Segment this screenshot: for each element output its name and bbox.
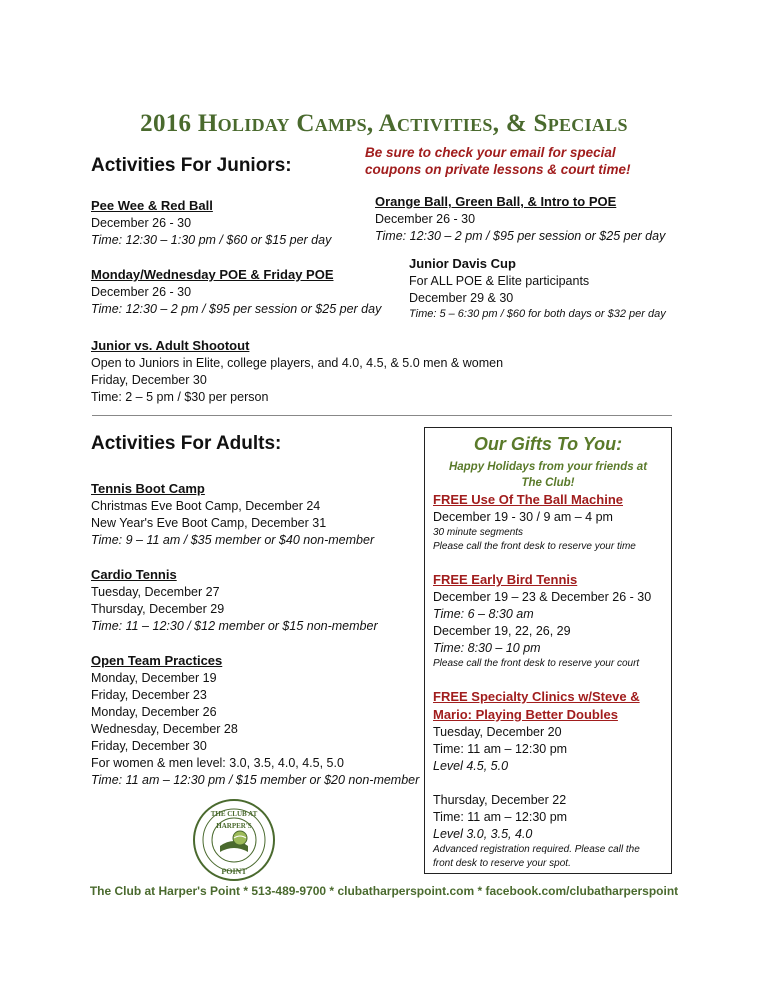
event-time: Time: 11 am – 12:30 pm / $15 member or $20 non-member: [91, 773, 420, 787]
event-dates: Friday, December 23: [91, 688, 207, 702]
event-open-team-practices: [91, 652, 419, 789]
event-dates: Christmas Eve Boot Camp, December 24: [91, 499, 321, 513]
event-dates: Monday, December 19: [91, 671, 217, 685]
gift-note: 30 minute segments: [433, 527, 524, 538]
adults-heading: Activities For Adults:: [91, 433, 282, 454]
event-time: Time: 2 – 5 pm / $30 per person: [91, 390, 269, 404]
gift-dates: December 19 – 23 & December 26 - 30: [433, 590, 652, 604]
gift-time: Time: 6 – 8:30 am: [433, 607, 534, 621]
event-time: Time: 12:30 – 2 pm / $95 per session or $25 per day: [91, 302, 382, 316]
juniors-heading: Activities For Juniors:: [91, 155, 292, 176]
gift-note: Please call the front desk to reserve your time: [433, 541, 636, 552]
event-dates: Thursday, December 29: [91, 602, 225, 616]
event-dates: December 29 & 30: [409, 291, 514, 305]
event-time: Time: 12:30 – 1:30 pm / $60 or $15 per day: [91, 233, 332, 247]
gift-title: FREE Use Of The Ball Machine: [433, 492, 623, 507]
event-title: Orange Ball, Green Ball, & Intro to POE: [375, 194, 617, 209]
gift-early-bird: [433, 571, 651, 671]
event-time: Time: 12:30 – 2 pm / $95 per session or $25 per day: [375, 229, 666, 243]
event-boot-camp: [91, 480, 374, 549]
gifts-heading: Our Gifts To You:: [473, 434, 623, 454]
gift-note: front desk to reserve your spot.: [433, 858, 571, 869]
gift-time: Time: 8:30 – 10 pm: [433, 641, 541, 655]
gift-title: Mario: Playing Better Doubles: [433, 707, 618, 722]
gift-time: Time: 11 am – 12:30 pm: [433, 742, 568, 756]
event-time: Time: 11 – 12:30 / $12 member or $15 non-member: [91, 619, 378, 633]
event-dates: Friday, December 30: [91, 739, 207, 753]
spacer: [433, 775, 640, 792]
event-title: Junior vs. Adult Shootout: [91, 338, 250, 353]
gift-note: Please call the front desk to reserve your court: [433, 658, 640, 669]
event-dates: December 26 - 30: [91, 216, 192, 230]
event-desc: Open to Juniors in Elite, college players, and 4.0, 4.5, & 5.0 men & women: [91, 356, 504, 370]
coupon-notice: [365, 144, 631, 178]
gifts-subheading: [424, 459, 672, 491]
event-junior-davis-cup: [409, 255, 666, 322]
event-title: Junior Davis Cup: [409, 256, 516, 271]
event-shootout: [91, 337, 503, 406]
gift-specialty-clinics: [433, 688, 640, 871]
notice-line: coupons on private lessons & court time!: [365, 162, 631, 177]
notice-line: Be sure to check your email for special: [365, 145, 616, 160]
page-title: 2016 Holiday Camps, Activities, & Specials: [140, 110, 628, 137]
event-dates: Tuesday, December 27: [91, 585, 220, 599]
logo-middle-text: HARPER'S: [216, 822, 252, 830]
event-orange-green-ball: [375, 193, 665, 245]
gift-title: FREE Specialty Clinics w/Steve &: [433, 689, 640, 704]
logo-bottom-text: POINT: [221, 867, 247, 876]
section-divider: [92, 415, 672, 416]
event-levels: For women & men level: 3.0, 3.5, 4.0, 4.5, 5.0: [91, 756, 344, 770]
gift-dates: December 19 - 30 / 9 am – 4 pm: [433, 510, 613, 524]
event-time: Time: 5 – 6:30 pm / $60 for both days or $32 per day: [409, 308, 666, 320]
event-title: Open Team Practices: [91, 653, 223, 668]
event-title: Monday/Wednesday POE & Friday POE: [91, 267, 334, 282]
event-title: Tennis Boot Camp: [91, 481, 205, 496]
gifts-subheading-line: Happy Holidays from your friends at: [448, 461, 648, 473]
event-pee-wee: [91, 197, 331, 249]
event-dates: Wednesday, December 28: [91, 722, 238, 736]
event-dates: December 26 - 30: [375, 212, 476, 226]
gift-day: Thursday, December 22: [433, 793, 567, 807]
gift-ball-machine: [433, 491, 636, 554]
logo-top-text: THE CLUB AT: [210, 810, 258, 818]
club-logo: [192, 798, 276, 882]
gift-dates: December 19, 22, 26, 29: [433, 624, 571, 638]
event-dates: Friday, December 30: [91, 373, 207, 387]
event-poe: [91, 266, 381, 318]
event-desc: For ALL POE & Elite participants: [409, 274, 590, 288]
event-dates: Monday, December 26: [91, 705, 217, 719]
event-time: Time: 9 – 11 am / $35 member or $40 non-member: [91, 533, 375, 547]
event-cardio-tennis: [91, 566, 378, 635]
gift-day: Tuesday, December 20: [433, 725, 562, 739]
gift-level: Level 4.5, 5.0: [433, 759, 509, 773]
gift-title: FREE Early Bird Tennis: [433, 572, 578, 587]
club-logo-icon: [192, 798, 276, 882]
event-dates: New Year's Eve Boot Camp, December 31: [91, 516, 327, 530]
gift-time: Time: 11 am – 12:30 pm: [433, 810, 568, 824]
gift-level: Level 3.0, 3.5, 4.0: [433, 827, 533, 841]
footer-contact: The Club at Harper's Point * 513-489-9700 * clubatharperspoint.com * facebook.com/clubatharperspoint: [89, 884, 679, 898]
gifts-subheading-line: The Club!: [521, 477, 575, 489]
event-dates: December 26 - 30: [91, 285, 192, 299]
gift-note: Advanced registration required. Please call the: [433, 844, 640, 855]
event-title: Cardio Tennis: [91, 567, 177, 582]
event-title: Pee Wee & Red Ball: [91, 198, 213, 213]
